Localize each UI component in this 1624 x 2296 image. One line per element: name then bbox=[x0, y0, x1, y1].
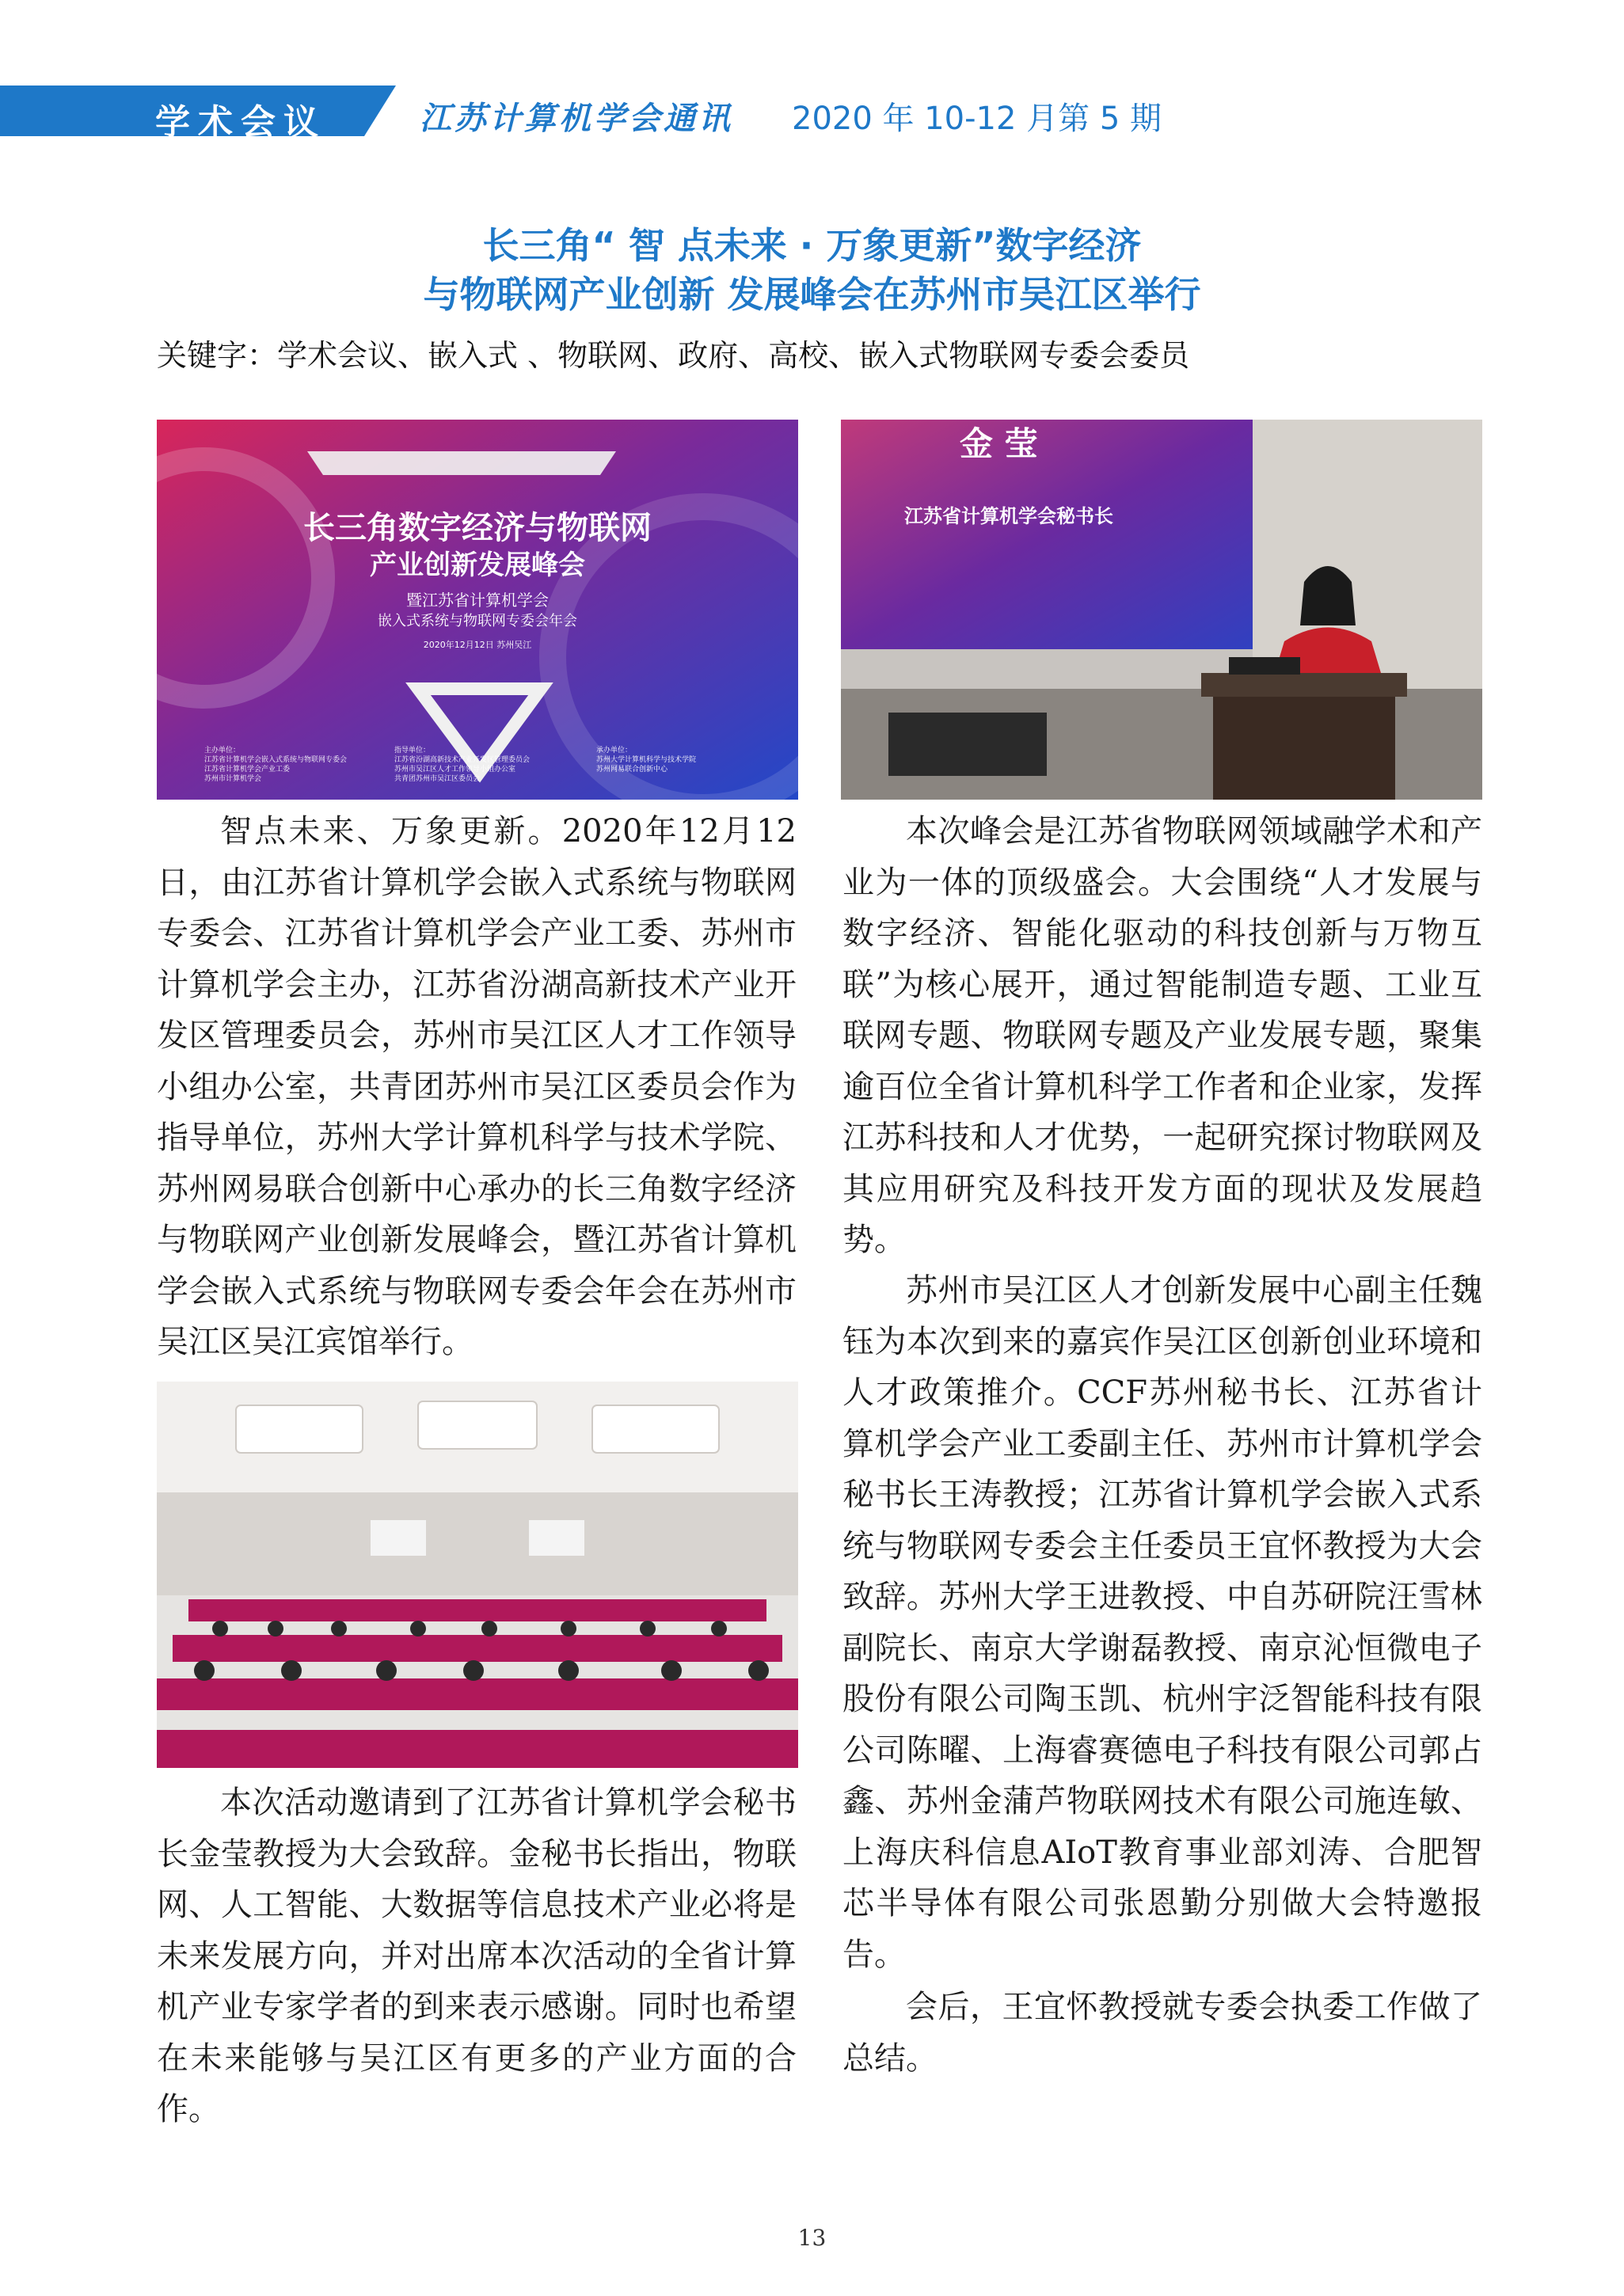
right-paragraph-2: 苏州市吴江区人才创新发展中心副主任魏钰为本次到来的嘉宾作吴江区创新创业环境和人才政策推介。CCF苏州秘书长、江苏省计算机学会产业工委副主任、苏州市计算机学会秘书长王涛教授；江苏省计算机学会嵌入式系统与物联网专委会主任委员王宜怀教授为大会致辞。苏州大学王进教授、中自苏研院汪雪林副院长、南京大学谢磊教授、南京沁恒微电子股份有限公司陶玉凯、杭州宇泛智能科技有限公司陈曜、上海睿赛德电子科技有限公司郭占鑫、苏州金蒲芦物联网技术有限公司施连敏、上海庆科信息AIoT教育事业部刘涛、合肥智芯半导体有限公司张恩勤分别做大会特邀报告。 bbox=[842, 1272, 1482, 1973]
magazine-name: 江苏计算机学会通讯 bbox=[420, 100, 733, 137]
article-title-line-1: 长三角“ 智 点未来 · 万象更新”数字经济 bbox=[482, 224, 1142, 267]
banner-guide-label: 指导单位： bbox=[394, 747, 431, 755]
conference-hall-photo bbox=[157, 1382, 798, 1768]
left-paragraph-1: 智点未来、万象更新。2020年12月12日，由江苏省计算机学会嵌入式系统与物联网专委会、江苏省计算机学会产业工委、苏州市计算机学会主办，江苏省汾湖高新技术产业开发区管理委员会，苏州市吴江区人才工作领导小组办公室，共青团苏州市吴江区委员会作为指导单位，苏州大学计算机科学与技术学院、苏州网易联合创新中心承办的长三角数字经济与物联网产业创新发展峰会，暨江苏省计算机学会嵌入式系统与物联网专委会年会在苏州市吴江区吴江宾馆举行。 bbox=[157, 813, 797, 1360]
page-number: 13 bbox=[797, 2225, 827, 2251]
banner-guide-item: 苏州市吴江区人才工作领导小组办公室 bbox=[394, 766, 516, 774]
banner-line-1: 长三角数字经济与物联网 bbox=[303, 510, 652, 546]
banner-host-item: 苏州网易联合创新中心 bbox=[596, 766, 668, 774]
banner-date: 2020年12月12日 苏州吴江 bbox=[423, 640, 532, 650]
article-title-line-2: 与物联网产业创新 发展峰会在苏州市吴江区举行 bbox=[423, 273, 1201, 316]
banner-guide-item: 共青团苏州市吴江区委员会 bbox=[394, 775, 481, 783]
banner-organizer-item: 江苏省计算机学会产业工委 bbox=[204, 766, 291, 774]
banner-line-2: 产业创新发展峰会 bbox=[370, 549, 585, 581]
speaker-name: 金 莹 bbox=[960, 424, 1038, 463]
speaker-role: 江苏省计算机学会秘书长 bbox=[904, 505, 1113, 527]
issue-label: 2020 年 10-12 月第 5 期 bbox=[792, 101, 1162, 137]
right-paragraph-3: 会后，王宜怀教授就专委会执委工作做了总结。 bbox=[842, 1989, 1482, 2077]
banner-host-item: 苏州大学计算机科学与技术学院 bbox=[596, 756, 697, 764]
banner-organizer-label: 主办单位： bbox=[204, 747, 241, 755]
article-keywords: 关键字：学术会议、嵌入式 、物联网、政府、高校、嵌入式物联网专委会委员 bbox=[157, 338, 1190, 373]
speaker-photo bbox=[841, 420, 1482, 800]
banner-organizer-item: 苏州市计算机学会 bbox=[204, 775, 262, 783]
banner-organizer-item: 江苏省计算机学会嵌入式系统与物联网专委会 bbox=[204, 756, 348, 764]
banner-line-3: 暨江苏省计算机学会 bbox=[406, 591, 549, 610]
event-banner-photo bbox=[157, 420, 798, 800]
banner-line-4: 嵌入式系统与物联网专委会年会 bbox=[378, 613, 577, 629]
section-label: 学术会议 bbox=[155, 102, 326, 143]
banner-host-label: 承办单位： bbox=[596, 747, 633, 755]
banner-guide-item: 江苏省汾湖高新技术产业开发区管理委员会 bbox=[394, 756, 531, 764]
left-paragraph-2: 本次活动邀请到了江苏省计算机学会秘书长金莹教授为大会致辞。金秘书长指出，物联网、人工智能、大数据等信息技术产业必将是未来发展方向，并对出席本次活动的全省计算机产业专家学者的到来表示感谢。同时也希望在未来能够与吴江区有更多的产业方面的合作。 bbox=[157, 1785, 797, 2127]
page-header bbox=[0, 86, 1624, 143]
right-paragraph-1: 本次峰会是江苏省物联网领域融学术和产业为一体的顶级盛会。大会围绕“人才发展与数字经济、智能化驱动的科技创新与万物互联”为核心展开，通过智能制造专题、工业互联网专题、物联网专题及产业发展专题，聚集逾百位全省计算机科学工作者和企业家，发挥江苏科技和人才优势，一起研究探讨物联网及其应用研究及科技开发方面的现状及发展趋势。 bbox=[842, 813, 1482, 1258]
